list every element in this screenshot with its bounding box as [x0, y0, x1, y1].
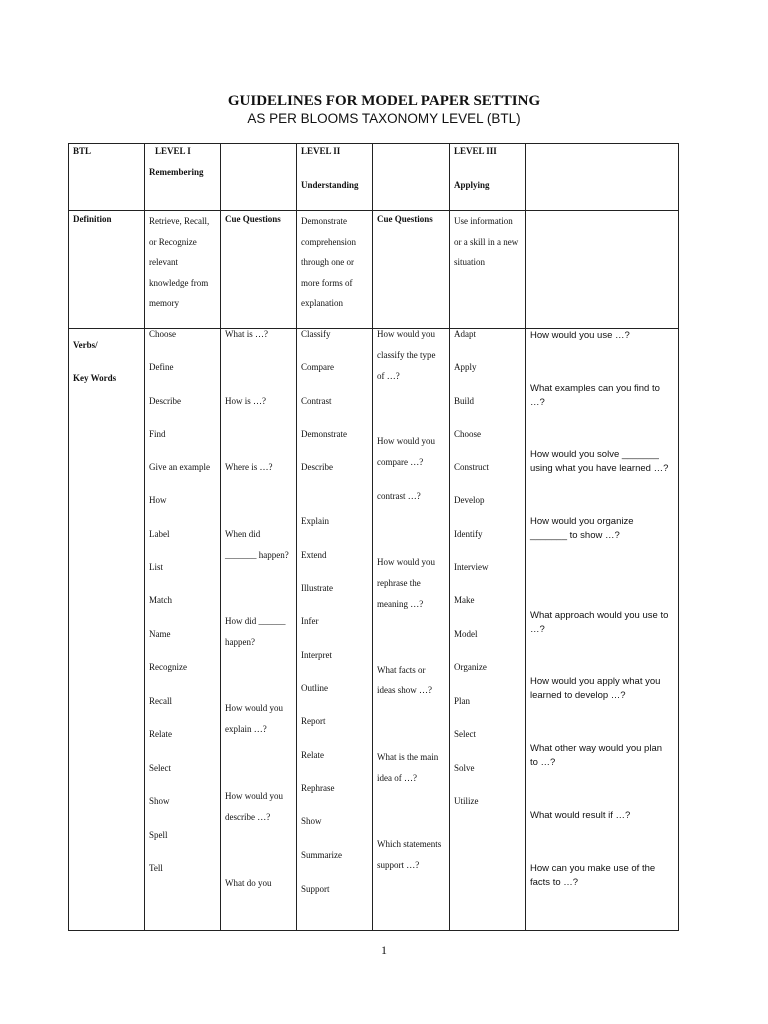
def-line: or a skill in a new	[454, 236, 519, 247]
document-title: GUIDELINES FOR MODEL PAPER SETTING	[227, 93, 541, 109]
def-line: through one or	[301, 257, 354, 268]
cue-question: How would you	[225, 791, 283, 801]
cue-question: _______ to show …?	[530, 530, 620, 541]
cue-question: using what you have learned …?	[530, 463, 669, 474]
verb-item: Support	[301, 884, 330, 894]
cue-question: ideas show …?	[377, 685, 432, 695]
verb-item: Illustrate	[301, 583, 333, 593]
verb-item: Infer	[301, 616, 319, 626]
verb-item: Develop	[454, 495, 485, 505]
cue-question: rephrase the	[377, 578, 421, 588]
def-line: explanation	[301, 298, 343, 309]
verb-item: Label	[149, 529, 170, 539]
document-subtitle: AS PER BLOOMS TAXONOMY LEVEL (BTL)	[247, 111, 521, 126]
cue-question: of …?	[377, 371, 400, 381]
verb-item: Give an example	[149, 462, 210, 472]
def-line: situation	[454, 257, 485, 268]
cue-question: classify the type	[377, 350, 436, 360]
level-3-verbs	[450, 329, 526, 931]
verb-item: Model	[454, 629, 478, 639]
understanding-label: Understanding	[301, 180, 359, 190]
verb-item: Show	[149, 796, 170, 806]
cue-question: support …?	[377, 860, 420, 870]
definition-empty	[526, 211, 679, 329]
cue-question: How is …?	[225, 396, 266, 406]
btl-table	[68, 143, 679, 931]
cue-question: contrast …?	[377, 491, 421, 501]
verb-item: Make	[454, 595, 475, 605]
verb-item: Interview	[454, 562, 489, 572]
verbs-label-line-2: Key Words	[73, 373, 117, 383]
verb-item: Adapt	[454, 329, 476, 339]
verb-item: Plan	[454, 696, 471, 706]
header-row	[69, 144, 679, 211]
verb-item: Tell	[149, 863, 163, 873]
cue-question: How would you	[225, 703, 283, 713]
header-btl: BTL	[69, 144, 145, 211]
verb-item: Report	[301, 716, 326, 726]
verb-item: Summarize	[301, 850, 342, 860]
cue-question: Where is …?	[225, 462, 273, 472]
def-line: relevant	[149, 257, 178, 268]
cue-question: How would you apply what you	[530, 676, 661, 687]
def-line: more forms of	[301, 277, 353, 288]
cue-question: What is …?	[225, 329, 268, 339]
verb-item: Interpret	[301, 650, 332, 660]
verb-item: Construct	[454, 462, 489, 472]
level-3-cue-questions	[526, 329, 679, 931]
definition-understanding	[297, 211, 373, 329]
cue-question: idea of …?	[377, 773, 417, 783]
header-empty-2	[373, 144, 450, 211]
verb-item: Identify	[454, 529, 483, 539]
verb-item: Utilize	[454, 796, 479, 806]
cue-question: learned to develop …?	[530, 690, 626, 701]
cue-question: When did	[225, 529, 261, 539]
verb-item: Find	[149, 429, 166, 439]
verb-item: Select	[454, 729, 476, 739]
verb-item: Name	[149, 629, 171, 639]
level-2-cue-questions	[373, 329, 450, 931]
verb-item: Choose	[149, 329, 176, 339]
cue-questions-header-2: Cue Questions	[373, 211, 450, 329]
cue-question: Which statements	[377, 839, 442, 849]
cue-question: How would you	[377, 329, 435, 339]
definition-row	[69, 211, 679, 329]
verbs-row	[69, 329, 679, 931]
verb-item: Compare	[301, 362, 334, 372]
cue-question: How would you	[377, 557, 435, 567]
verb-item: Contrast	[301, 396, 332, 406]
verb-item: Organize	[454, 662, 487, 672]
level-1-cue-questions	[221, 329, 297, 931]
page-number: 1	[381, 943, 387, 957]
cue-question: What approach would you use to	[530, 610, 669, 621]
cue-question: explain …?	[225, 724, 267, 734]
verb-item: Extend	[301, 550, 327, 560]
verb-item: Relate	[149, 729, 172, 739]
cue-question: What other way would you plan	[530, 743, 663, 754]
cue-question: …?	[530, 624, 545, 635]
verb-item: Select	[149, 763, 171, 773]
cue-question: How can you make use of the	[530, 863, 656, 874]
verb-item: Explain	[301, 516, 329, 526]
verb-item: Spell	[149, 830, 168, 840]
level-1-verbs	[145, 329, 221, 931]
verb-item: Rephrase	[301, 783, 335, 793]
cue-question: What is the main	[377, 752, 439, 762]
definition-label: Definition	[69, 211, 145, 329]
definition-remembering	[145, 211, 221, 329]
def-line: comprehension	[301, 236, 356, 247]
verb-item: Show	[301, 816, 322, 826]
verbs-label	[69, 329, 145, 931]
remembering-label: Remembering	[149, 167, 204, 177]
verb-item: Describe	[149, 396, 181, 406]
header-level-1	[145, 144, 221, 211]
header-level-2	[297, 144, 373, 211]
verb-item: Match	[149, 595, 172, 605]
cue-question: How did ______	[225, 616, 286, 626]
cue-question: to …?	[530, 757, 556, 768]
level-3-label: LEVEL III	[454, 146, 497, 156]
verb-item: Recognize	[149, 662, 187, 672]
cue-question: What facts or	[377, 665, 426, 675]
def-line: memory	[149, 298, 179, 309]
cue-question: What examples can you find to	[530, 383, 660, 394]
cue-question: How would you organize	[530, 516, 634, 527]
header-empty-1	[221, 144, 297, 211]
def-line: knowledge from	[149, 277, 209, 288]
cue-question: compare …?	[377, 457, 424, 467]
cue-question: …?	[530, 397, 545, 408]
cue-question: happen?	[225, 637, 255, 647]
definition-applying	[450, 211, 526, 329]
cue-question: How would you	[377, 436, 435, 446]
def-line: or Recognize	[149, 236, 197, 247]
verb-item: How	[149, 495, 167, 505]
verb-item: List	[149, 562, 164, 572]
verb-item: Solve	[454, 763, 475, 773]
verb-item: Relate	[301, 750, 324, 760]
verb-item: Define	[149, 362, 174, 372]
cue-question: describe …?	[225, 812, 271, 822]
def-line: Demonstrate	[301, 216, 347, 226]
cue-question: How would you solve _______	[530, 449, 659, 460]
cue-question: What would result if …?	[530, 810, 631, 821]
cue-questions-header-1: Cue Questions	[221, 211, 297, 329]
level-1-label: LEVEL I	[155, 146, 191, 156]
level-2-label: LEVEL II	[301, 146, 341, 156]
verb-item: Choose	[454, 429, 481, 439]
cue-question: What do you	[225, 878, 272, 888]
def-line: Retrieve, Recall,	[149, 216, 210, 226]
def-line: Use information	[454, 216, 513, 226]
verb-item: Demonstrate	[301, 429, 347, 439]
verb-item: Build	[454, 396, 475, 406]
header-empty-3	[526, 144, 679, 211]
verb-item: Outline	[301, 683, 328, 693]
cue-question: How would you use …?	[530, 330, 630, 341]
verb-item: Recall	[149, 696, 172, 706]
cue-question: meaning …?	[377, 599, 424, 609]
verb-item: Classify	[301, 329, 331, 339]
cue-question: _______ happen?	[225, 550, 289, 560]
verbs-label-line-1: Verbs/	[73, 340, 98, 350]
verb-item: Apply	[454, 362, 477, 372]
header-level-3	[450, 144, 526, 211]
cue-question: facts to …?	[530, 877, 579, 888]
level-2-verbs	[297, 329, 373, 931]
applying-label: Applying	[454, 180, 490, 190]
verb-item: Describe	[301, 462, 333, 472]
